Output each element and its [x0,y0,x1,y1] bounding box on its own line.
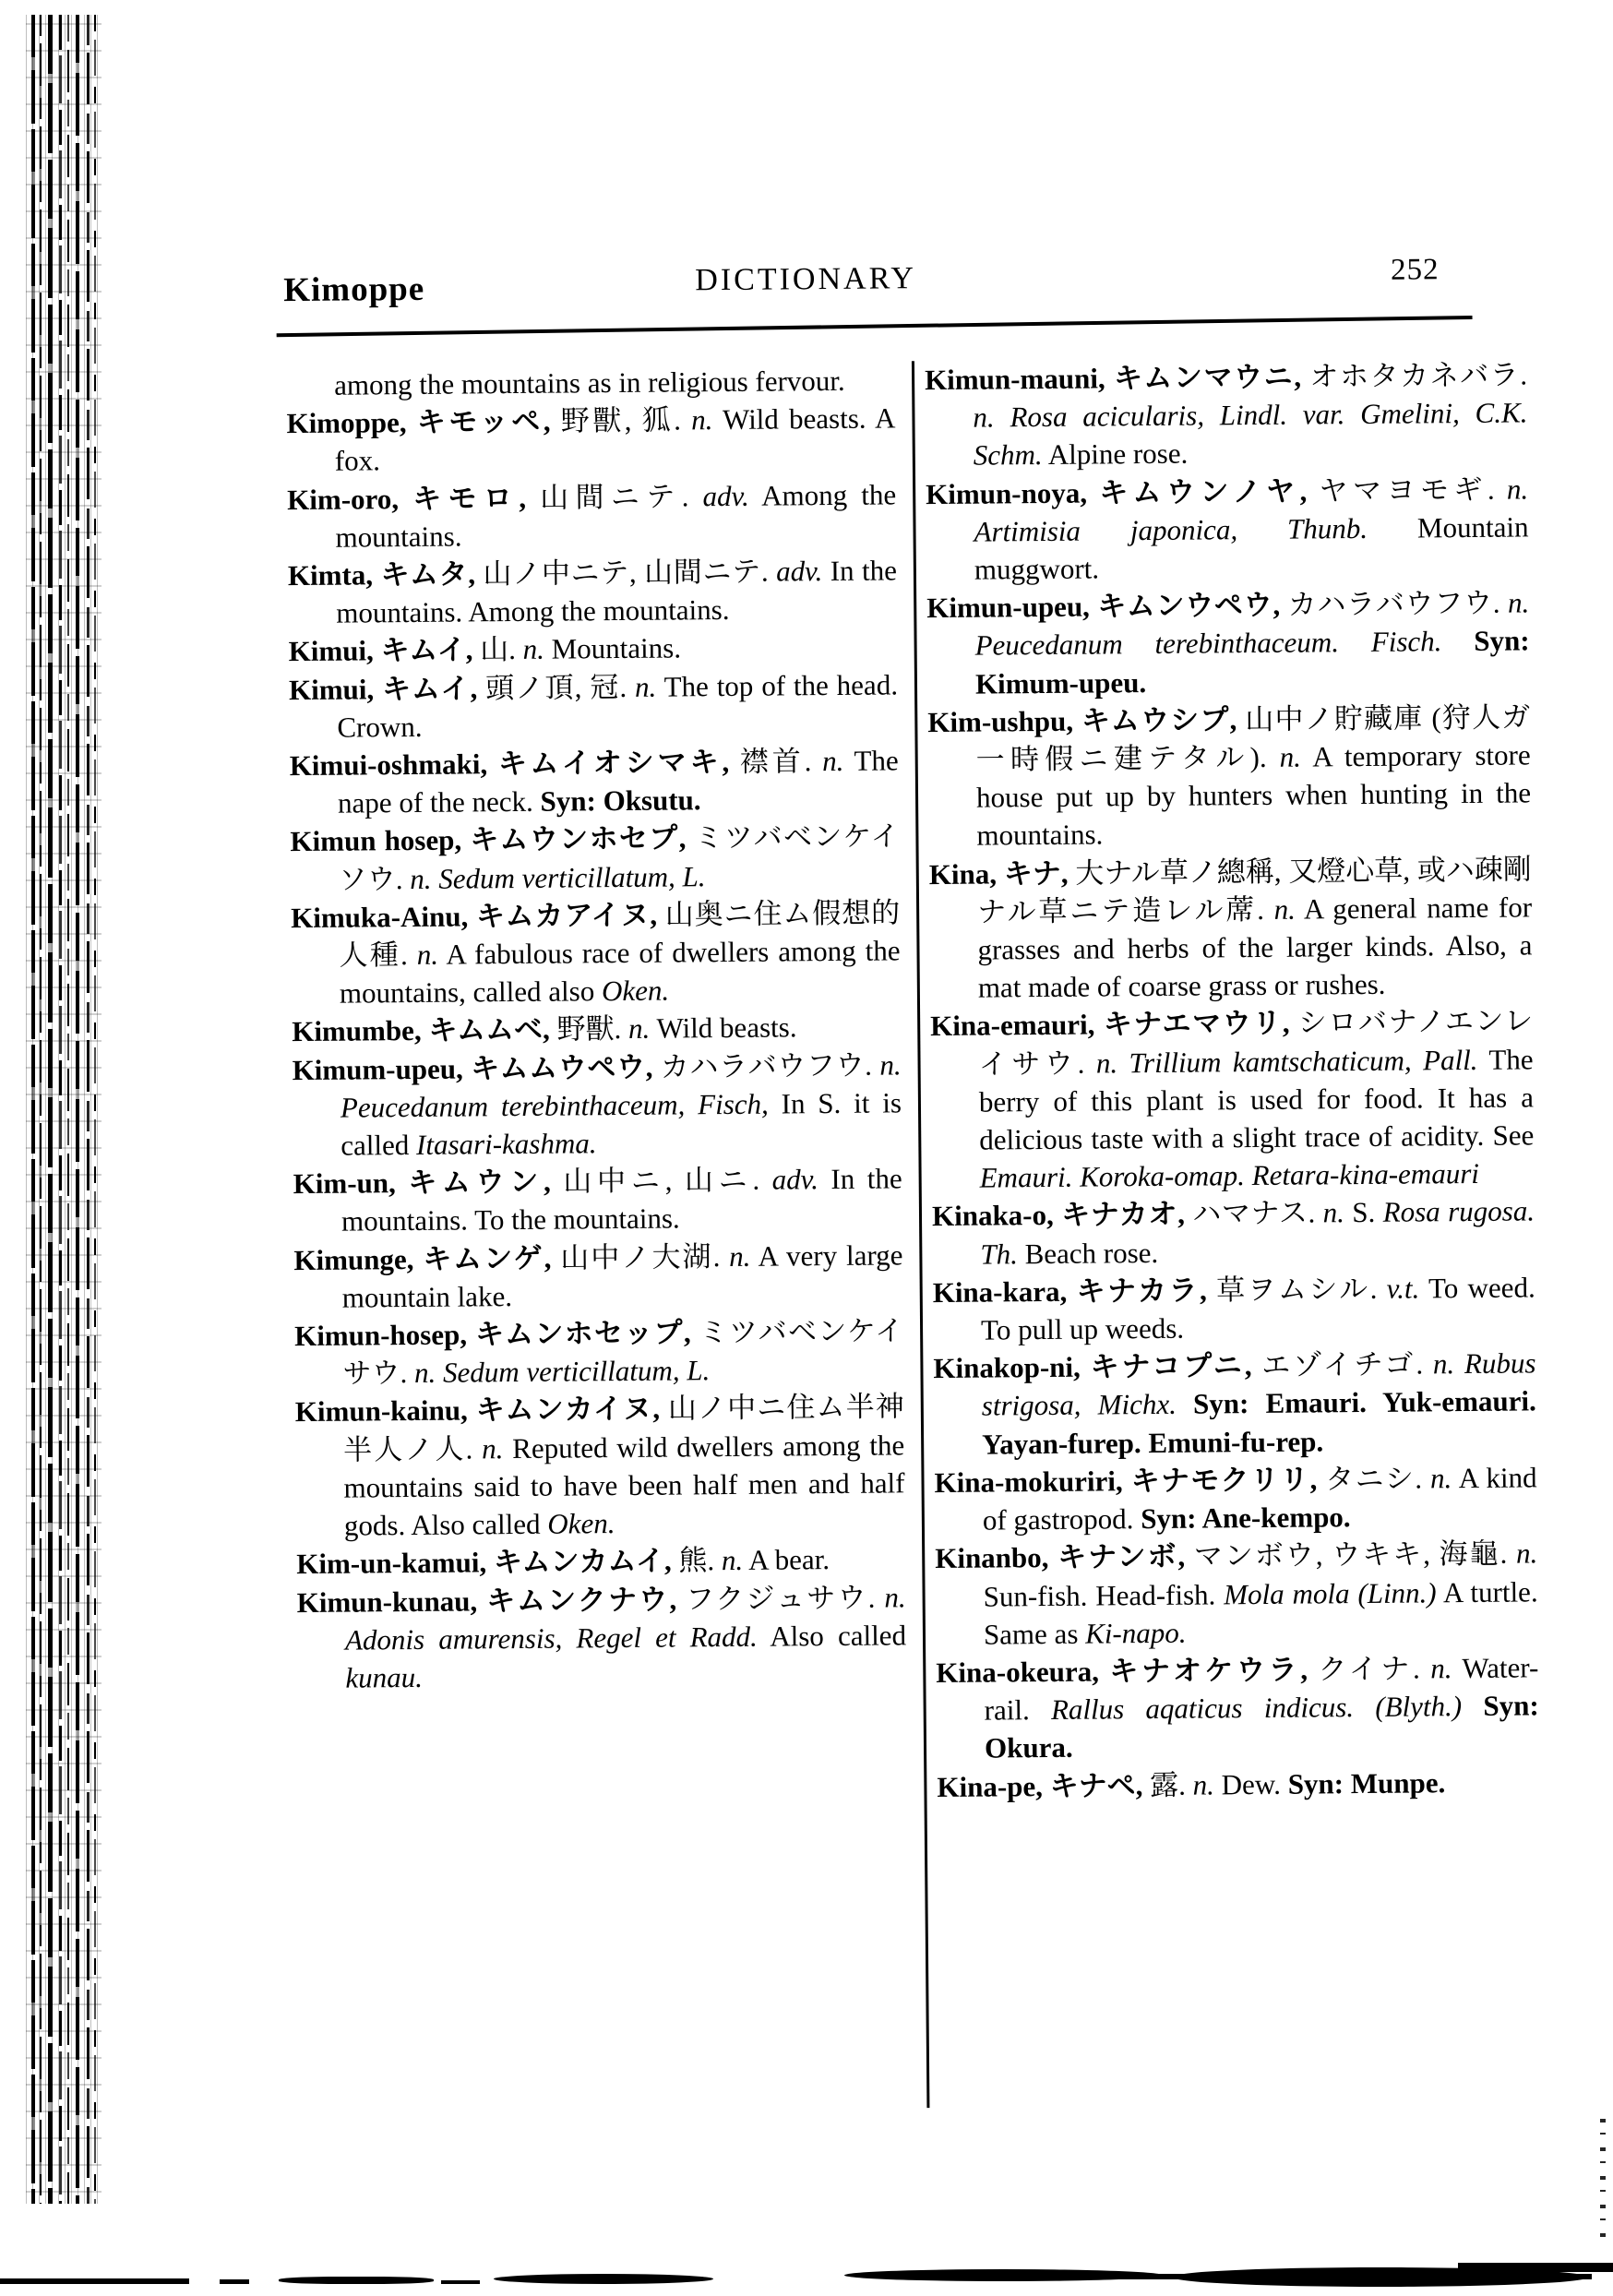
entry-segment: Kimun-upeu, キムンウペウ, [926,588,1281,625]
entry-segment: Among the mountains. [335,477,897,554]
dictionary-entry [287,475,897,556]
entry-segment: n. [522,633,545,666]
entry-segment: 露. [1142,1768,1193,1801]
entry-segment: ヤマヨモギ. [1307,472,1508,508]
entry-segment: カハラバウフウ. [1280,586,1509,621]
page-number: 252 [1390,253,1440,287]
entry-segment: 山. [472,633,523,666]
entry-segment: 山ノ中ニ住ム半神半人ノ人. [343,1390,904,1466]
entry-segment: Mountain muggwort. [974,510,1529,586]
dictionary-entry [933,1268,1536,1349]
entry-segment: Kimum-upeu, キムムウペウ, [292,1050,653,1086]
entry-segment: n. [821,744,844,778]
entry-segment: A turtle. Same as [983,1574,1538,1651]
entry-segment: 山中ノ貯藏庫 (狩人ガ一時假ニ建テタル). [975,700,1531,776]
entry-segment: Kimun hosep, キムウンホセプ, [290,821,687,858]
entry-segment: オホタカネバラ. [1300,358,1528,393]
entry-segment: 山間ニテ. [525,479,703,514]
entry-segment: Kina-kara, キナカラ, [932,1274,1207,1309]
dictionary-entry [929,850,1533,1008]
entry-segment: A kind of gastropod. [982,1461,1537,1537]
entry-segment: adv. [702,479,749,512]
entry-segment: In the mountains. Among the mountains. [336,554,898,629]
dictionary-entry [291,893,901,1012]
page-title: DICTIONARY [695,261,917,298]
entry-segment: n. [416,938,439,971]
entry-segment: Kina-emauri, キナエマウリ, [930,1007,1290,1043]
entry-segment: Syn: Kimum-upeu. [974,624,1530,700]
entry-segment: Kimui-oshmaki, キムイオシマキ, [289,746,730,783]
dictionary-entry [930,1002,1535,1198]
entry-segment: Kina-pe, キナペ, [937,1768,1143,1803]
entry-segment: Syn: Emauri. Yuk-emauri. Yayan-furep. Emuni-fu-rep. [982,1384,1536,1461]
scan-bottom-artifact [441,2280,480,2284]
dictionary-entry [292,1046,902,1165]
entry-segment: Kimoppe, キモッペ, [286,404,551,440]
entry-segment: n. [729,1239,751,1273]
entry-segment: n. [627,1012,651,1046]
dictionary-entry [293,1160,903,1241]
entry-segment: n. [1430,1652,1452,1685]
entry-segment: Kina-mokuriri, キナモクリリ, [934,1463,1318,1499]
header-rule [277,316,1473,337]
entry-segment: Ki-napo. [1085,1616,1187,1650]
entry-segment: Kimun-mauni, キムンマウニ, [924,360,1302,397]
scan-bottom-artifact [279,2277,434,2284]
entry-segment: Kinakop-ni, キナコプニ, [933,1349,1252,1385]
entry-segment: フクジュサウ. [675,1581,885,1616]
entry-segment: n. Peucedanum terebinthaceum. Fisch. [974,586,1530,663]
entry-segment: Kina, キナ, [928,856,1069,891]
entry-segment: n. [1429,1462,1452,1495]
entry-segment: ミツバベンケイソウ. [338,819,900,896]
entry-segment: Emauri. Koroka-omap. Retara-kina-emauri [979,1157,1480,1194]
entry-segment: Syn: Okura. [984,1689,1539,1764]
entry-segment: Kimui, キムイ, [288,633,473,668]
entry-segment: Kimuka-Ainu, キムカアイヌ, [291,898,658,934]
dictionary-entry [289,665,899,747]
entry-segment: ハマナス. [1184,1196,1323,1231]
entry-segment [1177,1388,1194,1420]
entry-segment: Kimun-noya, キムウンノヤ, [926,474,1308,510]
entry-segment: 襟首. [729,745,823,779]
dictionary-entry [296,1578,906,1697]
entry-segment: v.t. [1386,1272,1420,1305]
entry-segment: Kinaka-o, キナカオ, [931,1198,1186,1233]
dictionary-entry [288,551,898,632]
entry-segment: n. Sedum verticillatum, L. [413,1354,711,1390]
entry-segment: Rosa rugosa. Th. [980,1194,1535,1271]
dictionary-entry [932,1192,1535,1274]
entry-segment [1441,625,1474,657]
entry-segment: 野獸. [549,1012,629,1046]
entry-segment: n. Rubus strigosa, Michx. [981,1346,1536,1423]
entry-segment: Kimun-kainu, キムンカイヌ, [294,1393,661,1429]
entry-segment: n. [1279,740,1302,773]
entry-segment: Kinanbo, キナンボ, [935,1539,1186,1575]
entry-segment: n. [634,670,657,703]
dictionary-entry [934,1458,1537,1539]
entry-segment: among the mountains as in religious fervour. [333,364,845,401]
entry-segment: Water-rail. [984,1651,1539,1727]
column-left [286,361,907,1697]
entry-segment: n. Trillium kamtschaticum, Pall. [1095,1043,1478,1080]
entry-segment: n. Peucedanum terebinthaceum, Fisch, [340,1048,902,1124]
entry-segment [1462,1690,1484,1722]
column-right [925,355,1540,1805]
entry-segment: A fabulous race of dwellers among the mountains, called also [339,934,901,1010]
dictionary-entry [292,1008,901,1051]
entry-segment: In the mountains. To the mountains. [341,1162,902,1238]
dictionary-entry [926,470,1529,589]
entry-segment: 山ノ中ニテ, 山間ニテ. [474,555,777,591]
entry-segment: Dew. [1213,1767,1288,1800]
dictionary-entry [296,1540,905,1584]
entry-segment: Oken. [601,974,670,1008]
entry-segment: タニシ. [1317,1462,1431,1496]
entry-segment: 山奥ニ住ム假想的人種. [339,896,901,972]
dictionary-entry [293,1236,903,1317]
entry-segment: adv. [771,1163,819,1196]
entry-segment: adv. [775,555,823,588]
entry-segment: 草ヲムシル. [1206,1272,1387,1307]
entry-segment: Wild beasts. A fox. [334,401,896,478]
dictionary-entry [294,1311,904,1393]
entry-segment: n. [1322,1196,1345,1229]
entry-segment: Kim-un-kamui, キムンカムイ, [296,1544,672,1581]
entry-segment: Itasari-kashma. [415,1127,597,1162]
entry-segment: Syn: Munpe. [1287,1765,1446,1800]
dictionary-entry [295,1388,905,1546]
entry-segment: Wild beasts. [650,1010,797,1046]
entry-segment: n. [1273,892,1296,926]
entry-segment: Kimunge, キムンゲ, [293,1241,552,1276]
dictionary-entry [937,1763,1539,1806]
entry-segment: 山中ニ, 山ニ. [550,1163,772,1198]
entry-segment: Oken. [547,1507,615,1540]
entry-segment: S. [1344,1196,1383,1229]
entry-segment: Kimun-kunau, キムンクナウ, [296,1583,677,1619]
entry-segment: カハラバウフウ. [652,1048,880,1083]
entry-segment: kunau. [345,1660,424,1694]
entry-segment: 野獸, 狐. [550,403,692,437]
entry-segment: n. [691,403,713,436]
entry-segment: To weed. To pull up weeds. [980,1271,1535,1346]
scan-bottom-artifact [220,2279,249,2284]
entry-segment: Kim-oro, キモロ, [287,481,527,516]
entry-segment: Also called [757,1619,907,1653]
dictionary-entry [927,698,1531,855]
entry-segment: Sun-fish. Head-fish. [983,1577,1225,1613]
entry-segment: A very large mountain lake. [341,1238,903,1314]
entry-continuation [334,361,895,404]
dictionary-entry [925,355,1528,474]
entry-segment: シロバナノエンレイサウ. [978,1004,1534,1081]
entry-segment: Kina-okeura, キナオケウラ, [936,1653,1308,1689]
entry-segment: Kimumbe, キムムベ, [292,1013,550,1048]
scan-bottom-artifact [0,2278,189,2284]
entry-segment: Kimun-hosep, キムンホセップ, [293,1316,691,1353]
entry-segment: Beach rose. [1017,1236,1159,1270]
entry-segment: 大ナル草ノ總稱, 又燈心草, 或ハ疎剛ナル草ニテ造レル蓆. [976,853,1532,928]
scan-edge-artifact [1600,2119,1606,2242]
entry-segment: Kim-ushpu, キムウシプ, [927,703,1237,738]
entry-segment: n. Adonis amurensis, Regel et Radd. [344,1580,906,1656]
entry-segment: The nape of the neck. [337,744,899,819]
entry-segment: Syn: Oksutu. [540,783,701,818]
dictionary-entry [935,1535,1538,1654]
dictionary-entry [936,1648,1539,1767]
entry-segment: The top of the head. Crown. [337,668,899,744]
entry-segment: クイナ. [1307,1652,1431,1686]
entry-segment: マンボウ, ウキキ, 海龜. [1185,1537,1517,1573]
dictionary-entry [926,584,1530,703]
entry-segment: n. [1515,1537,1538,1570]
entry-segment: Mola mola (Linn.) [1224,1575,1437,1610]
running-head-keyword: Kimoppe [283,269,425,310]
entry-segment: Kim-un, キムウン, [293,1165,551,1201]
entry-segment: The berry of this plant is used for food. It has a delicious taste with a slight trace of acidity. See [978,1043,1535,1156]
scan-bottom-artifact [494,2274,713,2284]
entry-segment: Alpine rose. [1042,437,1189,472]
entry-segment: 頭ノ頂, 冠. [477,670,636,704]
entry-segment: n. Artimisia japonica, Thunb. [974,472,1529,548]
entry-segment: A general name for grasses and herbs of the larger kinds. Also, a mat made of coarse grass or rushes. [977,891,1533,1004]
dictionary-entry [290,741,900,822]
dictionary-entry [933,1345,1536,1464]
entry-segment: 熊. [671,1544,723,1577]
entry-segment: 山中ノ大湖. [551,1239,730,1274]
entry-segment: Rallus aqaticus indicus. (Blyth.) [1050,1690,1463,1727]
entry-segment: In S. it is called [341,1086,902,1162]
entry-segment: A temporary store house put up by hunters when hunting in the mountains. [975,738,1532,853]
entry-segment: n. [1192,1767,1215,1801]
entry-segment: ミツバベンケイサウ. [342,1314,904,1390]
entry-segment: Kimta, キムタ, [287,557,476,592]
entry-segment: n. [721,1544,744,1577]
entry-segment: エゾイチゴ. [1251,1347,1434,1382]
scan-bottom-artifact [1458,2263,1613,2272]
entry-segment: Mountains. [544,631,682,666]
entry-segment: A bear. [743,1543,830,1577]
entry-segment: Reputed wild dwellers among the mountains said to have been half men and half gods. Also called [343,1429,905,1542]
entry-segment: n. Sedum verticillatum, L. [410,859,706,895]
dictionary-entry [286,400,896,481]
entry-segment: Syn: Ane-kempo. [1141,1501,1351,1536]
entry-segment: n. Rosa acicularis, Lindl. var. Gmelini, C.K. Schm. [973,396,1528,472]
entry-segment: Kimui, キムイ, [288,671,478,706]
dictionary-entry [288,628,897,671]
dictionary-entry [290,818,900,899]
entry-segment: n. [481,1431,504,1465]
